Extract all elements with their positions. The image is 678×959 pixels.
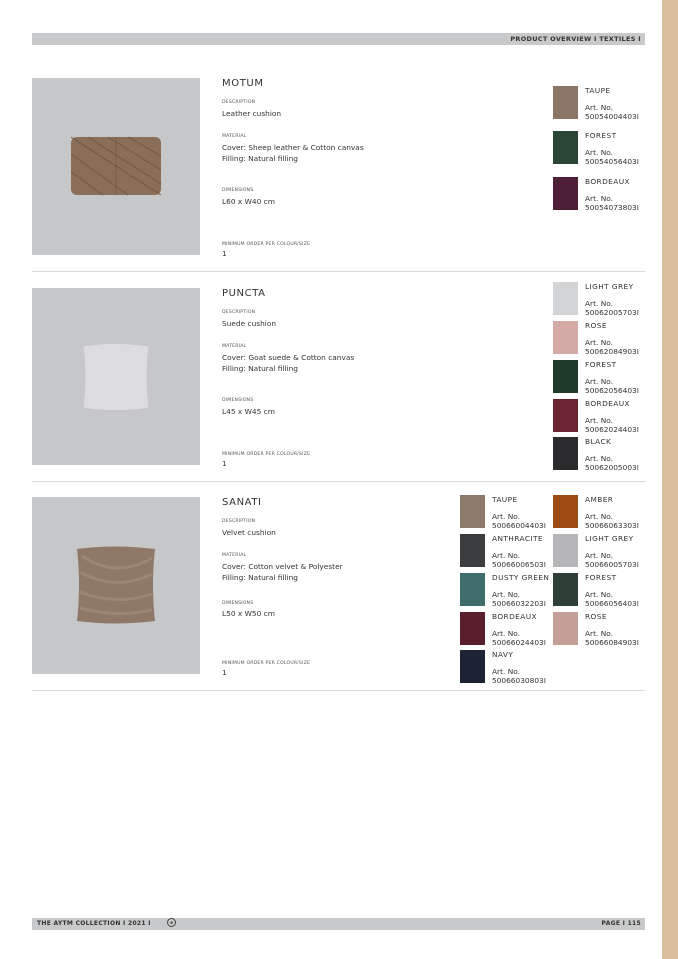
art-label: Art. No. [492,667,520,676]
cushion-image [79,340,153,414]
art-number: 50054073803I [585,203,639,212]
art-label: Art. No. [585,338,613,347]
header-bar [32,33,645,45]
color-swatch [553,612,578,645]
color-name: LIGHT GREY [585,282,634,291]
color-swatch [460,612,485,645]
art-label: Art. No. [585,512,613,521]
section-divider [32,481,645,482]
art-label: Art. No. [585,377,613,386]
color-name: FOREST [585,573,617,582]
art-number: 50066084903I [585,638,639,647]
art-number: 50062005003I [585,463,639,472]
color-name: ROSE [585,321,607,330]
description-label: DESCRIPTION [222,100,256,105]
color-name: NAVY [492,650,514,659]
color-swatch [553,177,578,210]
art-number: 50062005703I [585,308,639,317]
section-divider [32,271,645,272]
header-breadcrumb: PRODUCT OVERVIEW I TEXTILES I [510,35,641,43]
color-swatch [553,321,578,354]
material-line-1: Cover: Sheep leather & Cotton canvas [222,143,364,152]
art-label: Art. No. [585,454,613,463]
color-swatch [553,131,578,164]
side-color-strip [662,0,678,959]
min-order-label: MINIMUM ORDER PER COLOUR/SIZE [222,242,311,247]
description-value: Suede cushion [222,319,277,328]
product-photo [32,288,200,465]
color-name: BORDEAUX [585,177,630,186]
art-label: Art. No. [492,551,520,560]
min-order-value: 1 [222,249,227,258]
page-number: PAGE I 115 [601,920,641,927]
material-line-1: Cover: Goat suede & Cotton canvas [222,353,355,362]
art-number: 50054004403I [585,112,639,121]
color-name: FOREST [585,360,617,369]
min-order-label: MINIMUM ORDER PER COLOUR/SIZE [222,661,311,666]
art-number: 50062024403I [585,425,639,434]
art-label: Art. No. [492,590,520,599]
dimensions-label: DIMENSIONS [222,188,254,193]
product-name: MOTUM [222,78,264,89]
color-swatch [460,650,485,683]
color-swatch [553,573,578,606]
min-order-value: 1 [222,459,227,468]
material-line-1: Cover: Cotton velvet & Polyester [222,562,343,571]
art-label: Art. No. [585,416,613,425]
color-swatch [553,437,578,470]
art-number: 50066063303I [585,521,639,530]
color-name: AMBER [585,495,614,504]
art-label: Art. No. [492,629,520,638]
color-name: TAUPE [585,86,611,95]
color-swatch [553,495,578,528]
dimensions-value: L60 x W40 cm [222,197,275,206]
footer-bar [32,918,645,930]
description-value: Leather cushion [222,109,282,118]
art-label: Art. No. [585,551,613,560]
color-name: BLACK [585,437,612,446]
color-swatch [553,399,578,432]
section-divider [32,690,645,691]
color-swatch [553,282,578,315]
color-name: DUSTY GREEN [492,573,550,582]
art-number: 50054056403I [585,157,639,166]
art-number: 50066032203I [492,599,546,608]
color-swatch [553,360,578,393]
art-number: 50066030803I [492,676,546,685]
dimensions-label: DIMENSIONS [222,601,254,606]
dimensions-value: L50 x W50 cm [222,609,275,618]
color-swatch [553,534,578,567]
color-swatch [460,534,485,567]
art-number: 50062056403I [585,386,639,395]
art-number: 50066024403I [492,638,546,647]
color-name: BORDEAUX [585,399,630,408]
cushion-image [74,544,158,626]
product-name: SANATI [222,497,262,508]
art-label: Art. No. [585,194,613,203]
material-label: MATERIAL [222,134,247,139]
product-photo [32,497,200,674]
dimensions-label: DIMENSIONS [222,398,254,403]
art-label: Art. No. [585,590,613,599]
footer-collection [37,918,176,930]
material-label: MATERIAL [222,344,247,349]
art-number: 50066006503I [492,560,546,569]
art-label: Art. No. [585,629,613,638]
cushion-image [68,134,164,198]
art-number: 50066004403I [492,521,546,530]
color-name: LIGHT GREY [585,534,634,543]
art-label: Art. No. [585,299,613,308]
color-name: TAUPE [492,495,518,504]
color-name: FOREST [585,131,617,140]
product-name: PUNCTA [222,288,266,299]
color-name: ANTHRACITE [492,534,543,543]
material-line-2: Filling: Natural filling [222,364,298,373]
material-line-2: Filling: Natural filling [222,573,298,582]
color-swatch [553,86,578,119]
art-label: Art. No. [585,148,613,157]
description-label: DESCRIPTION [222,310,256,315]
material-label: MATERIAL [222,553,247,558]
art-label: Art. No. [585,103,613,112]
description-value: Velvet cushion [222,528,276,537]
material-line-2: Filling: Natural filling [222,154,298,163]
footer-collection-text: THE AYTM COLLECTION I 2021 I [37,920,151,927]
dimensions-value: L45 x W45 cm [222,407,275,416]
description-label: DESCRIPTION [222,519,256,524]
art-number: 50062084903I [585,347,639,356]
color-swatch [460,573,485,606]
color-name: ROSE [585,612,607,621]
art-label: Art. No. [492,512,520,521]
min-order-value: 1 [222,668,227,677]
art-number: 50066056403I [585,599,639,608]
min-order-label: MINIMUM ORDER PER COLOUR/SIZE [222,452,311,457]
color-name: BORDEAUX [492,612,537,621]
brand-logo-icon: ⊕ [167,918,176,927]
art-number: 50066005703I [585,560,639,569]
color-swatch [460,495,485,528]
product-photo [32,78,200,255]
